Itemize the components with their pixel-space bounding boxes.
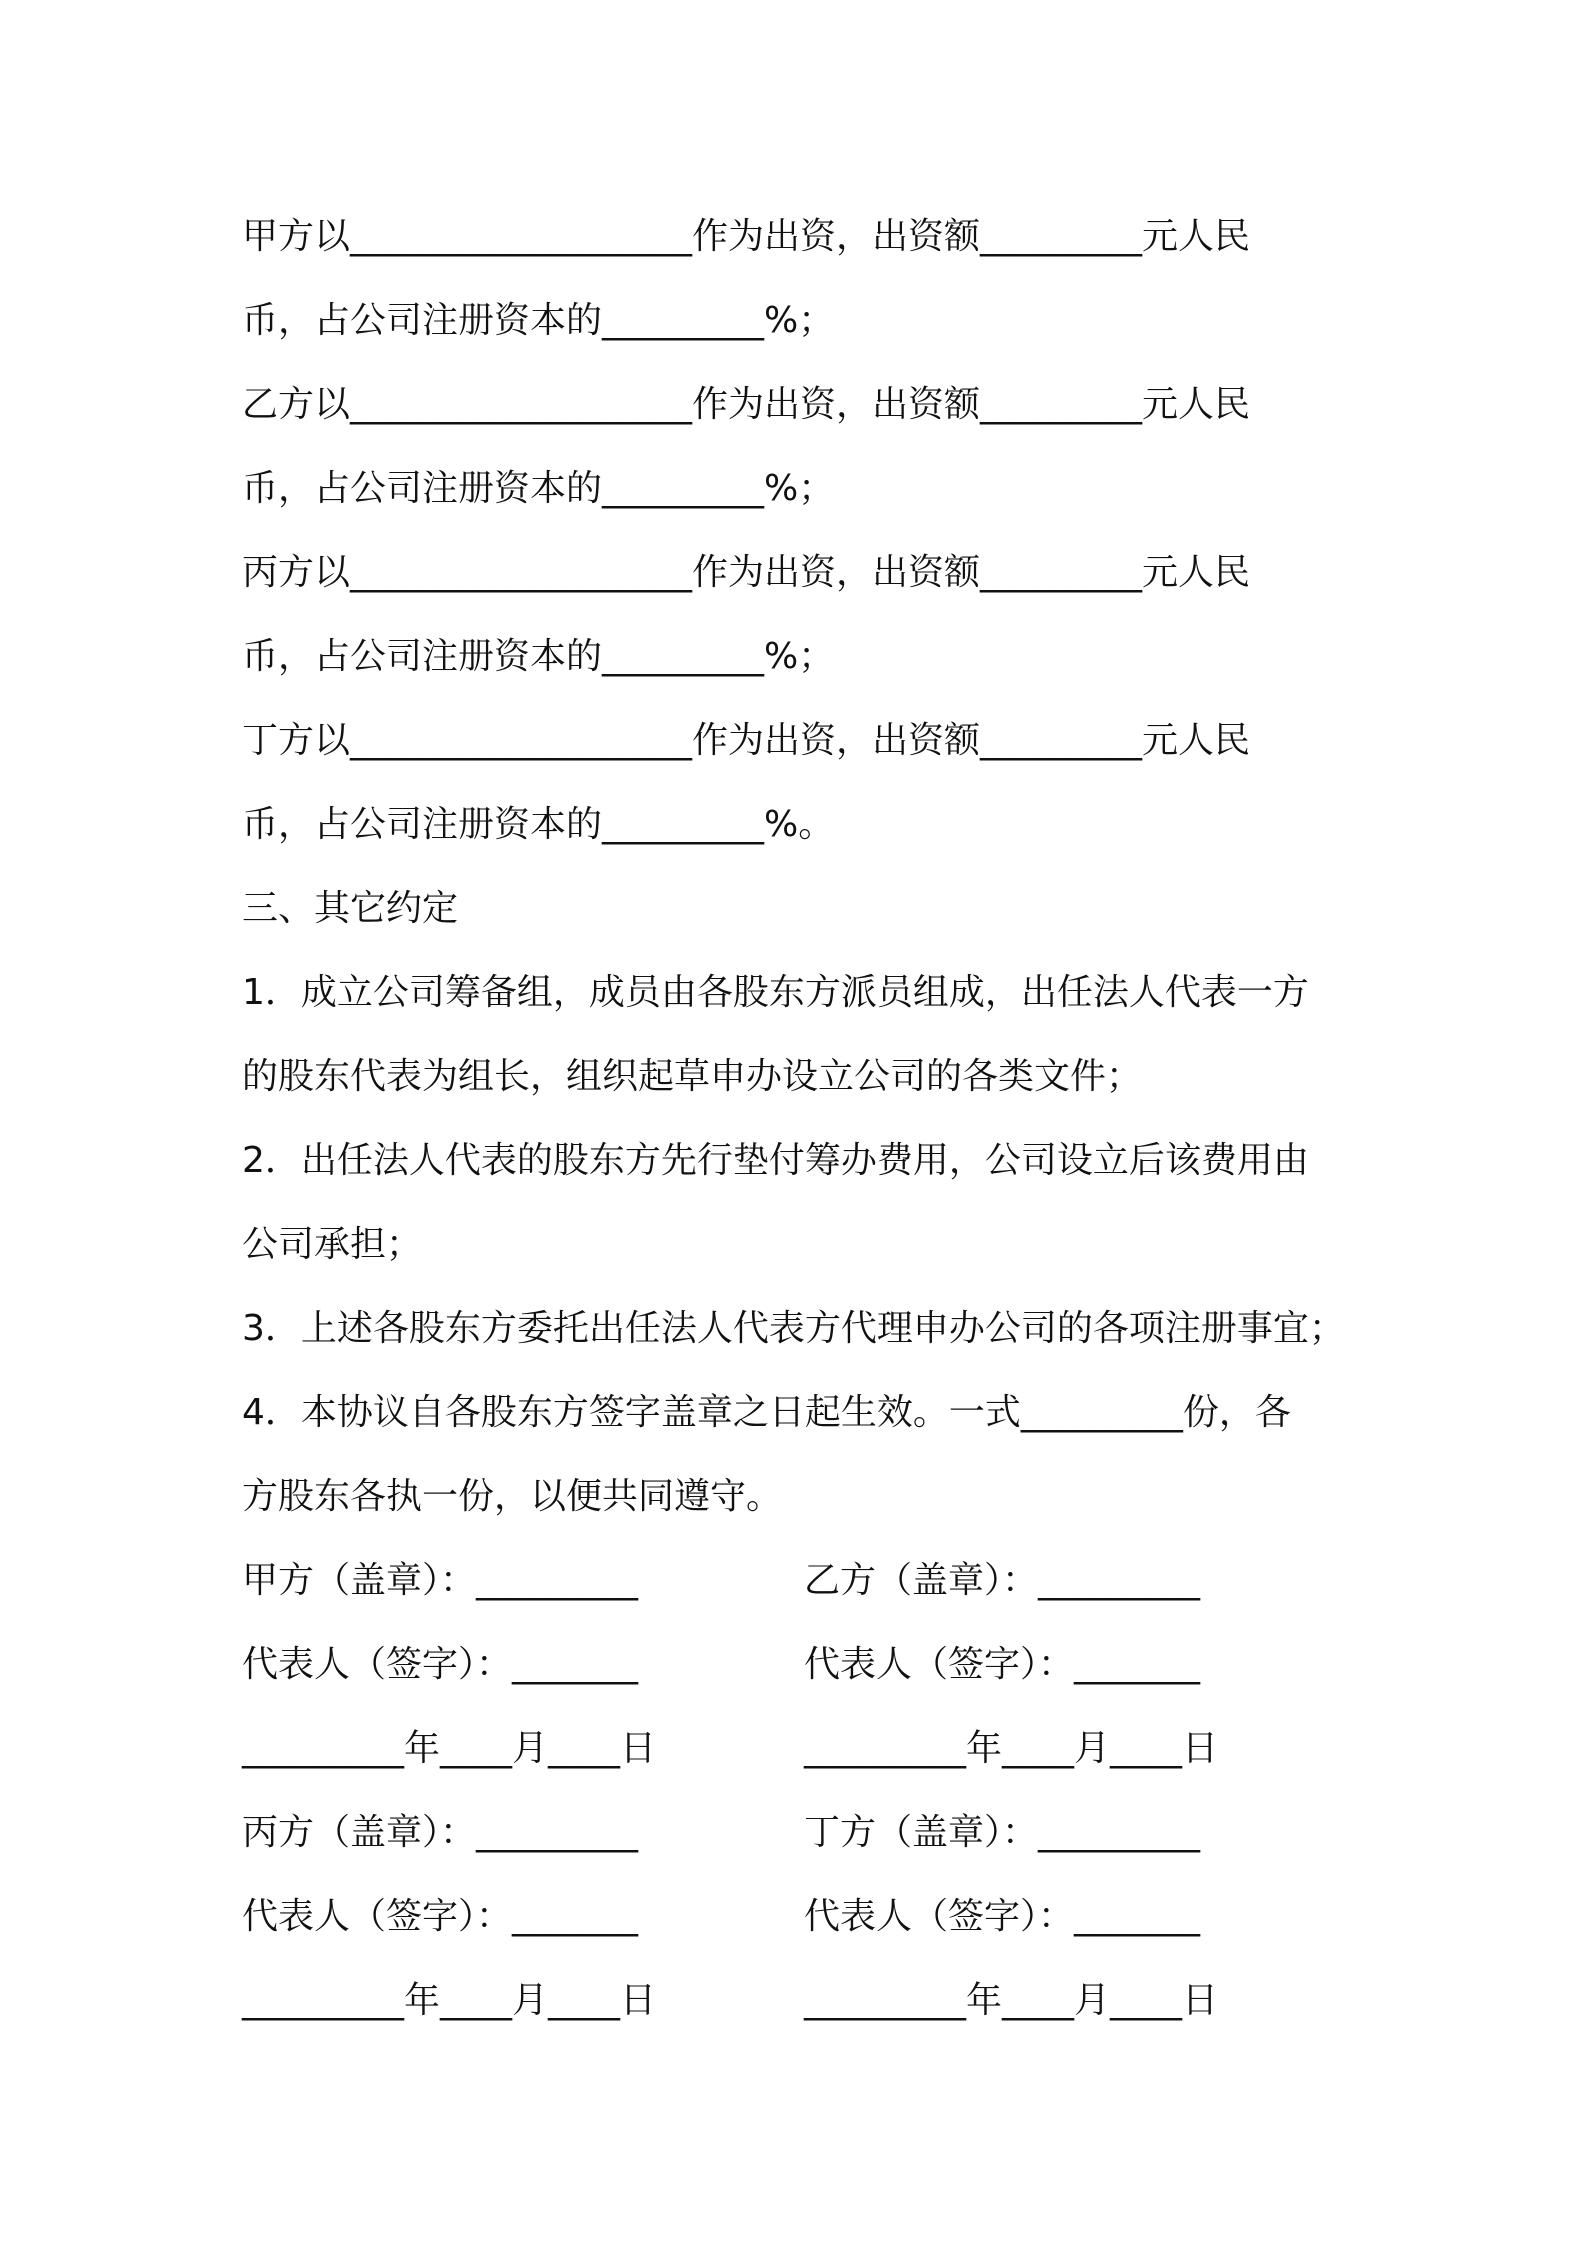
paragraph-line: 乙方以___________________作为出资，出资额_________元人民: [242, 384, 1251, 425]
signature-party-a-representative: 代表人（签字）：_______: [242, 1644, 639, 1685]
paragraph-line: 币，占公司注册资本的_________%；: [242, 636, 835, 677]
paragraph-line: 币，占公司注册资本的_________%。: [242, 804, 835, 845]
document-page: [242, 195, 1372, 2043]
signature-party-b-seal: 乙方（盖章）：_________: [804, 1560, 1201, 1601]
signature-party-b-date: _________年____月____日: [804, 1728, 1218, 1769]
paragraph-line: 丁方以___________________作为出资，出资额_________元人民: [242, 720, 1251, 761]
signature-row: [242, 1875, 1372, 1959]
signature-row: [242, 1959, 1372, 2043]
signature-party-b-representative: 代表人（签字）：_______: [804, 1644, 1201, 1685]
clause-line: 的股东代表为组长，组织起草申办设立公司的各类文件；: [242, 1056, 1143, 1097]
signature-party-c-seal: 丙方（盖章）：_________: [242, 1812, 639, 1853]
signature-party-a-date: _________年____月____日: [242, 1728, 656, 1769]
clause-line: 2．出任法人代表的股东方先行垫付筹办费用，公司设立后该费用由: [242, 1140, 1309, 1181]
section-heading: 三、其它约定: [242, 888, 459, 929]
signature-party-c-representative: 代表人（签字）：_______: [242, 1896, 639, 1937]
clause-line: 3．上述各股东方委托出任法人代表方代理申办公司的各项注册事宜；: [242, 1308, 1345, 1349]
signature-party-c-date: _________年____月____日: [242, 1980, 656, 2021]
signature-row: [242, 1791, 1372, 1875]
paragraph-line: 甲方以___________________作为出资，出资额_________元人民: [242, 216, 1251, 257]
signature-row: [242, 1623, 1372, 1707]
signature-party-d-date: _________年____月____日: [804, 1980, 1218, 2021]
clause-line: 方股东各执一份，以便共同遵守。: [242, 1476, 783, 1517]
paragraph-line: 丙方以___________________作为出资，出资额_________元人民: [242, 552, 1251, 593]
signature-row: [242, 1539, 1372, 1623]
paragraph-line: 币，占公司注册资本的_________%；: [242, 468, 835, 509]
signature-party-a-seal: 甲方（盖章）：_________: [242, 1560, 639, 1601]
clause-line: 1．成立公司筹备组，成员由各股东方派员组成，出任法人代表一方: [242, 972, 1309, 1013]
signature-party-d-seal: 丁方（盖章）：_________: [804, 1812, 1201, 1853]
signature-row: [242, 1707, 1372, 1791]
paragraph-line: 币，占公司注册资本的_________%；: [242, 300, 835, 341]
clause-line: 4．本协议自各股东方签字盖章之日起生效。一式_________份，各: [242, 1392, 1291, 1433]
signature-party-d-representative: 代表人（签字）：_______: [804, 1896, 1201, 1937]
clause-line: 公司承担；: [242, 1224, 423, 1265]
